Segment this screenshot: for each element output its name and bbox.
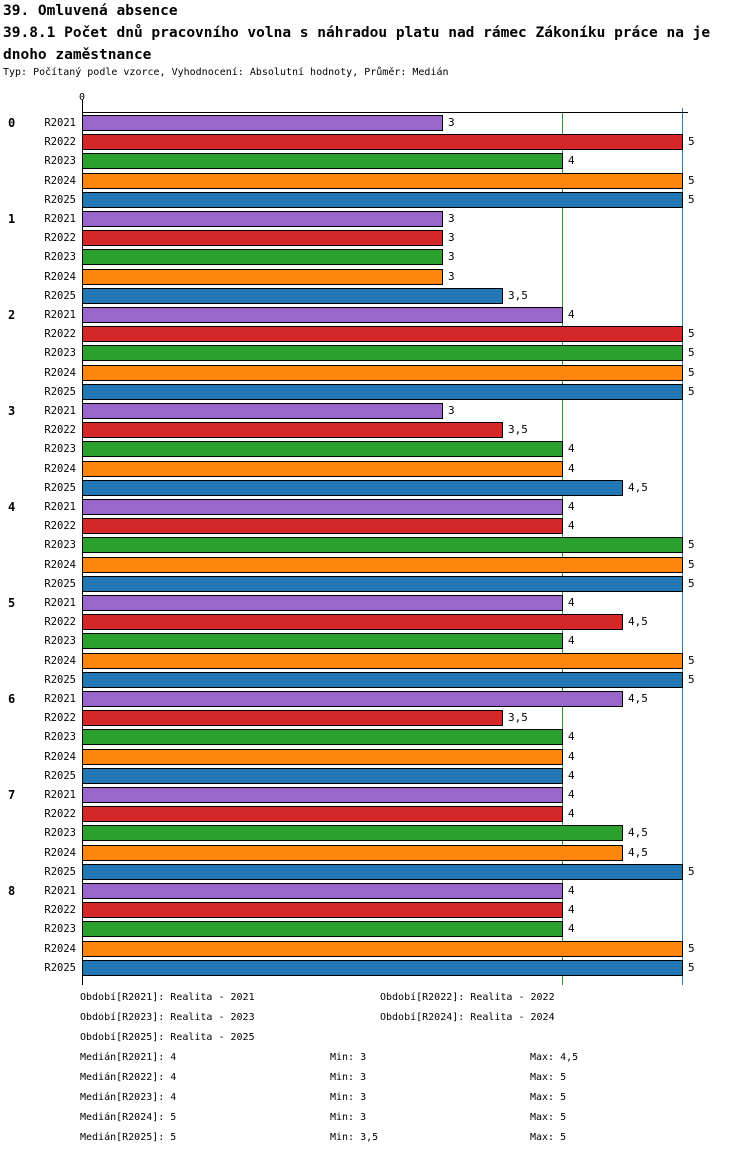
bar-R2024-group-0 bbox=[82, 173, 683, 189]
series-row-label: R2022 bbox=[44, 424, 76, 436]
bar-value-label: 4 bbox=[568, 884, 575, 897]
bar-R2023-group-8 bbox=[82, 921, 563, 937]
bar-value-label: 5 bbox=[688, 961, 695, 974]
category-label: 0 bbox=[8, 116, 16, 130]
series-row-label: R2025 bbox=[44, 482, 76, 494]
bar-value-label: 4 bbox=[568, 634, 575, 647]
series-row-label: R2021 bbox=[44, 309, 76, 321]
bar-R2023-group-3 bbox=[82, 441, 563, 457]
series-row-label: R2022 bbox=[44, 712, 76, 724]
bar-value-label: 5 bbox=[688, 538, 695, 551]
legend-stat-item: Max: 5 bbox=[530, 1092, 567, 1103]
series-row-label: R2021 bbox=[44, 885, 76, 897]
bar-value-label: 3 bbox=[448, 250, 455, 263]
bar-value-label: 4,5 bbox=[628, 826, 648, 839]
bar-R2025-group-8 bbox=[82, 960, 683, 976]
bar-R2023-group-5 bbox=[82, 633, 563, 649]
legend-period-item: Období[R2021]: Realita - 2021 bbox=[80, 992, 255, 1003]
bar-R2023-group-7 bbox=[82, 825, 623, 841]
bar-value-label: 4 bbox=[568, 462, 575, 475]
bar-R2024-group-4 bbox=[82, 557, 683, 573]
bar-value-label: 4 bbox=[568, 807, 575, 820]
bar-value-label: 5 bbox=[688, 327, 695, 340]
legend-stat-item: Min: 3 bbox=[330, 1092, 367, 1103]
bar-R2024-group-5 bbox=[82, 653, 683, 669]
bar-value-label: 3,5 bbox=[508, 423, 528, 436]
bar-R2024-group-6 bbox=[82, 749, 563, 765]
series-row-label: R2022 bbox=[44, 136, 76, 148]
bar-value-label: 5 bbox=[688, 366, 695, 379]
bar-value-label: 4 bbox=[568, 519, 575, 532]
bar-value-label: 5 bbox=[688, 346, 695, 359]
bar-R2024-group-3 bbox=[82, 461, 563, 477]
bar-value-label: 5 bbox=[688, 385, 695, 398]
series-row-label: R2024 bbox=[44, 847, 76, 859]
bar-R2025-group-6 bbox=[82, 768, 563, 784]
bar-value-label: 5 bbox=[688, 577, 695, 590]
bar-value-label: 4 bbox=[568, 500, 575, 513]
bar-value-label: 3 bbox=[448, 116, 455, 129]
series-row-label: R2021 bbox=[44, 789, 76, 801]
legend-stat-item: Max: 5 bbox=[530, 1132, 567, 1143]
bar-value-label: 4,5 bbox=[628, 615, 648, 628]
category-label: 6 bbox=[8, 692, 16, 706]
bar-value-label: 4 bbox=[568, 750, 575, 763]
bar-R2025-group-0 bbox=[82, 192, 683, 208]
bar-R2025-group-2 bbox=[82, 384, 683, 400]
bar-value-label: 4,5 bbox=[628, 846, 648, 859]
series-row-label: R2023 bbox=[44, 347, 76, 359]
x-axis-zero-label: 0 bbox=[78, 92, 86, 103]
series-row-label: R2022 bbox=[44, 808, 76, 820]
bar-value-label: 4 bbox=[568, 154, 575, 167]
legend-period-item: Období[R2023]: Realita - 2023 bbox=[80, 1012, 255, 1023]
bar-R2021-group-5 bbox=[82, 595, 563, 611]
legend-period-item: Období[R2022]: Realita - 2022 bbox=[380, 992, 555, 1003]
bar-R2022-group-2 bbox=[82, 326, 683, 342]
bar-R2021-group-1 bbox=[82, 211, 443, 227]
category-label: 8 bbox=[8, 884, 16, 898]
series-row-label: R2024 bbox=[44, 943, 76, 955]
legend-stat-item: Min: 3 bbox=[330, 1072, 367, 1083]
legend-stat-item: Max: 5 bbox=[530, 1112, 567, 1123]
bar-value-label: 4 bbox=[568, 730, 575, 743]
legend-stat-item: Medián[R2025]: 5 bbox=[80, 1132, 177, 1143]
bar-R2025-group-4 bbox=[82, 576, 683, 592]
bar-R2022-group-3 bbox=[82, 422, 503, 438]
series-row-label: R2023 bbox=[44, 635, 76, 647]
legend-stat-item: Max: 4,5 bbox=[530, 1052, 579, 1063]
series-row-label: R2025 bbox=[44, 674, 76, 686]
bar-value-label: 3 bbox=[448, 212, 455, 225]
bar-R2024-group-2 bbox=[82, 365, 683, 381]
series-row-label: R2024 bbox=[44, 175, 76, 187]
series-row-label: R2023 bbox=[44, 443, 76, 455]
bar-value-label: 4 bbox=[568, 442, 575, 455]
series-row-label: R2021 bbox=[44, 597, 76, 609]
bar-R2023-group-2 bbox=[82, 345, 683, 361]
bar-R2022-group-1 bbox=[82, 230, 443, 246]
series-row-label: R2021 bbox=[44, 405, 76, 417]
series-row-label: R2023 bbox=[44, 539, 76, 551]
bar-value-label: 3 bbox=[448, 231, 455, 244]
series-row-label: R2025 bbox=[44, 866, 76, 878]
series-row-label: R2021 bbox=[44, 117, 76, 129]
bar-R2022-group-5 bbox=[82, 614, 623, 630]
legend-stat-item: Min: 3,5 bbox=[330, 1132, 379, 1143]
bar-R2025-group-1 bbox=[82, 288, 503, 304]
bar-R2021-group-2 bbox=[82, 307, 563, 323]
bar-R2023-group-1 bbox=[82, 249, 443, 265]
series-row-label: R2023 bbox=[44, 251, 76, 263]
series-row-label: R2023 bbox=[44, 923, 76, 935]
legend-period-item: Období[R2024]: Realita - 2024 bbox=[380, 1012, 555, 1023]
bar-R2025-group-3 bbox=[82, 480, 623, 496]
bar-R2022-group-7 bbox=[82, 806, 563, 822]
legend-stat-item: Medián[R2023]: 4 bbox=[80, 1092, 177, 1103]
series-row-label: R2023 bbox=[44, 827, 76, 839]
bar-value-label: 5 bbox=[688, 558, 695, 571]
bar-value-label: 4 bbox=[568, 788, 575, 801]
series-row-label: R2024 bbox=[44, 655, 76, 667]
bar-value-label: 4 bbox=[568, 903, 575, 916]
bar-R2023-group-4 bbox=[82, 537, 683, 553]
legend-stat-item: Medián[R2024]: 5 bbox=[80, 1112, 177, 1123]
bar-R2022-group-0 bbox=[82, 134, 683, 150]
bar-R2023-group-6 bbox=[82, 729, 563, 745]
category-label: 1 bbox=[8, 212, 16, 226]
series-row-label: R2025 bbox=[44, 770, 76, 782]
legend-stat-item: Min: 3 bbox=[330, 1112, 367, 1123]
legend-stat-item: Min: 3 bbox=[330, 1052, 367, 1063]
category-label: 4 bbox=[8, 500, 16, 514]
series-row-label: R2025 bbox=[44, 962, 76, 974]
series-row-label: R2025 bbox=[44, 578, 76, 590]
legend-stat-item: Medián[R2022]: 4 bbox=[80, 1072, 177, 1083]
bar-value-label: 5 bbox=[688, 865, 695, 878]
legend-stat-item: Medián[R2021]: 4 bbox=[80, 1052, 177, 1063]
bar-value-label: 3 bbox=[448, 270, 455, 283]
bar-R2024-group-7 bbox=[82, 845, 623, 861]
series-row-label: R2025 bbox=[44, 194, 76, 206]
bar-R2022-group-6 bbox=[82, 710, 503, 726]
bar-R2021-group-0 bbox=[82, 115, 443, 131]
series-row-label: R2021 bbox=[44, 213, 76, 225]
series-row-label: R2021 bbox=[44, 693, 76, 705]
report-section-title: 39. Omluvená absence bbox=[3, 3, 178, 19]
x-axis-top-line bbox=[82, 112, 688, 113]
series-row-label: R2022 bbox=[44, 904, 76, 916]
category-label: 7 bbox=[8, 788, 16, 802]
legend-period-item: Období[R2025]: Realita - 2025 bbox=[80, 1032, 255, 1043]
bar-value-label: 5 bbox=[688, 174, 695, 187]
bar-value-label: 5 bbox=[688, 654, 695, 667]
bar-R2021-group-3 bbox=[82, 403, 443, 419]
series-row-label: R2024 bbox=[44, 751, 76, 763]
bar-value-label: 4 bbox=[568, 922, 575, 935]
series-row-label: R2022 bbox=[44, 328, 76, 340]
bar-R2021-group-7 bbox=[82, 787, 563, 803]
bar-R2021-group-6 bbox=[82, 691, 623, 707]
series-row-label: R2024 bbox=[44, 559, 76, 571]
series-row-label: R2024 bbox=[44, 271, 76, 283]
series-row-label: R2021 bbox=[44, 501, 76, 513]
bar-R2025-group-5 bbox=[82, 672, 683, 688]
series-row-label: R2025 bbox=[44, 290, 76, 302]
bar-value-label: 4 bbox=[568, 769, 575, 782]
bar-value-label: 3,5 bbox=[508, 711, 528, 724]
bar-R2022-group-4 bbox=[82, 518, 563, 534]
bar-value-label: 5 bbox=[688, 193, 695, 206]
bar-R2023-group-0 bbox=[82, 153, 563, 169]
bar-R2021-group-8 bbox=[82, 883, 563, 899]
bar-value-label: 3,5 bbox=[508, 289, 528, 302]
bar-value-label: 4 bbox=[568, 308, 575, 321]
bar-value-label: 3 bbox=[448, 404, 455, 417]
chart-title-line-2: dnoho zaměstnance bbox=[3, 47, 152, 63]
bar-R2025-group-7 bbox=[82, 864, 683, 880]
chart-subtitle: Typ: Počítaný podle vzorce, Vyhodnocení: Absolutní hodnoty, Průměr: Medián bbox=[3, 67, 449, 78]
bar-value-label: 5 bbox=[688, 673, 695, 686]
bar-value-label: 4 bbox=[568, 596, 575, 609]
series-row-label: R2022 bbox=[44, 520, 76, 532]
series-row-label: R2023 bbox=[44, 731, 76, 743]
bar-value-label: 4,5 bbox=[628, 692, 648, 705]
series-row-label: R2024 bbox=[44, 367, 76, 379]
series-row-label: R2023 bbox=[44, 155, 76, 167]
bar-R2022-group-8 bbox=[82, 902, 563, 918]
bar-R2024-group-8 bbox=[82, 941, 683, 957]
bar-value-label: 5 bbox=[688, 942, 695, 955]
category-label: 5 bbox=[8, 596, 16, 610]
bar-value-label: 4,5 bbox=[628, 481, 648, 494]
bar-value-label: 5 bbox=[688, 135, 695, 148]
bar-R2021-group-4 bbox=[82, 499, 563, 515]
legend-stat-item: Max: 5 bbox=[530, 1072, 567, 1083]
chart-title-line-1: 39.8.1 Počet dnů pracovního volna s náhradou platu nad rámec Zákoníku práce na je bbox=[3, 25, 711, 41]
series-row-label: R2025 bbox=[44, 386, 76, 398]
category-label: 2 bbox=[8, 308, 16, 322]
series-row-label: R2022 bbox=[44, 232, 76, 244]
category-label: 3 bbox=[8, 404, 16, 418]
series-row-label: R2022 bbox=[44, 616, 76, 628]
bar-R2024-group-1 bbox=[82, 269, 443, 285]
series-row-label: R2024 bbox=[44, 463, 76, 475]
